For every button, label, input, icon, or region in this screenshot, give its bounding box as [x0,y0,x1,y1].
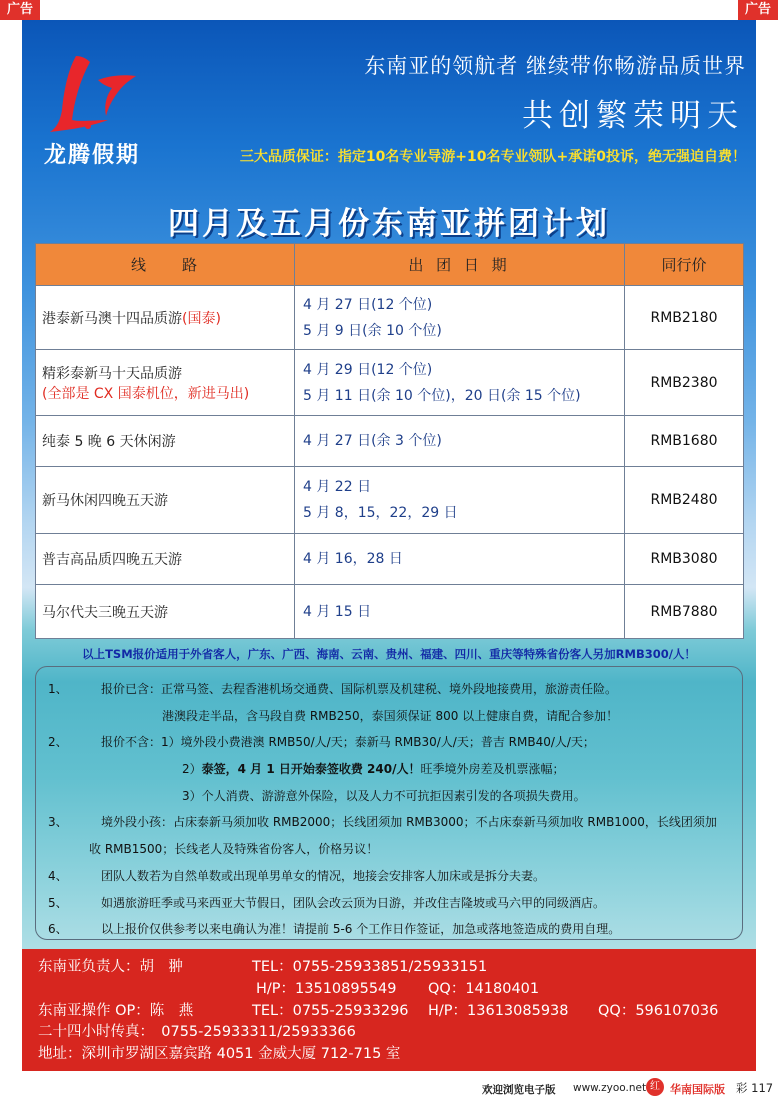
term-text: 港澳段走半品，含马段自费 RMB250，泰国须保证 800 以上健康自费，请配合参加！ [162,708,619,723]
date-line: 4 月 27 日(余 3 个位) [303,433,442,449]
route-name: 普吉高品质四晚五天游 [42,552,182,568]
date-line: 5 月 9 日(余 10 个位) [303,322,442,339]
dates-cell [295,416,625,467]
date-line: 4 月 27 日(12 个位) [303,296,433,313]
table-row [36,286,744,350]
term-text: 报价已含：正常马签、去程香港机场交通费、国际机票及机建税、境外段地接费用，旅游责任险。 [101,682,618,696]
term-prefix: 2） [182,762,202,777]
term-item [46,729,734,756]
dates-cell [295,585,625,639]
operator-mobile: H/P：13613085938 [428,1002,569,1019]
date-line: 4 月 15 日 [303,603,372,620]
dates-cell [295,467,625,534]
operator-phone: TEL：0755-25933296 [252,1002,409,1019]
date-line: 4 月 16，28 日 [303,551,403,567]
header-price: 同行价 [625,244,744,286]
contact-row [38,1022,756,1044]
header-dates: 出 团 日 期 [295,244,625,286]
price-cell: RMB1680 [625,416,744,467]
table-row [36,416,744,467]
manager-phone: TEL：0755-25933851/25933151 [252,959,488,975]
term-number: 6、 [48,922,68,937]
date-line: 4 月 29 日(12 个位) [303,361,433,378]
price-cell: RMB2180 [625,286,744,350]
contact-row [38,1001,756,1023]
route-table [35,243,744,639]
price-cell: RMB2480 [625,467,744,534]
contact-row [38,979,756,1001]
operator-qq: QQ：596107036 [598,1002,719,1019]
manager-mobile: H/P：13510895549 [256,980,397,997]
term-text: 境外段小孩：占床泰新马须加收 RMB2000；长线团须加 RMB3000；不占床泰新马须加收 RMB1000，长线团须加 [101,815,717,830]
page-number: 彩 117 [736,1081,774,1095]
route-cell [36,350,295,416]
term-item [46,783,734,810]
route-cell [36,585,295,639]
route-name: 纯泰 5 晚 6 天休闲游 [42,434,176,450]
term-text [182,756,565,783]
term-number: 3、 [48,815,68,830]
ad-label-left: 广告 [0,0,40,20]
brand-logo [30,46,150,166]
term-highlight: 泰签，4 月 1 日开始泰签收费 240/人！ [201,762,421,777]
price-cell: RMB3080 [625,534,744,585]
date-line: 5 月 8，15，22，29 日 [303,505,458,521]
quality-guarantee: 三大品质保证：指定10名专业导游+10名专业领队+承诺0投诉，绝无强迫自费！ [239,149,746,165]
manager-qq: QQ：14180401 [428,980,540,997]
publisher-badge-icon: 红 [646,1078,664,1096]
term-text: 团队人数若为自然单数或出现单男单女的情况，地接会安排客人加床或是拆分夫妻。 [101,868,546,883]
contact-row [38,1044,756,1066]
province-surcharge-notice: 以上TSM报价适用于外省客人，广东、广西、海南、云南、贵州、福建、四川、重庆等特殊省份客人另加RMB300/人！ [82,647,696,661]
contact-panel [22,949,756,1071]
dates-cell [295,350,625,416]
page-footer [0,1074,778,1100]
table-row [36,585,744,639]
footer-url[interactable]: www.zyoo.net [573,1082,647,1094]
term-number: 4、 [48,868,68,883]
address-line: 地址：深圳市罗湖区嘉宾路 4051 金威大厦 712-715 室 [38,1046,401,1063]
term-number: 2、 [48,735,68,750]
date-line: 5 月 11 日(余 10 个位)，20 日(余 15 个位) [303,387,581,404]
term-text: 收 RMB1500；长线老人及特殊省份客人，价格另议！ [89,842,379,857]
route-name: 港泰新马澳十四品质游 [42,310,182,327]
price-cell: RMB2380 [625,350,744,416]
route-cell [36,467,295,534]
route-cell [36,286,295,350]
table-row [36,350,744,416]
route-cell [36,416,295,467]
term-item [46,836,734,863]
travel-poster [22,20,756,1071]
table-header-row [36,244,744,286]
brand-name: 龙腾假期 [43,142,140,168]
price-cell: RMB7880 [625,585,744,639]
table-row [36,534,744,585]
term-item [46,756,734,783]
slogan-line-1: 东南亚的领航者 继续带你畅游品质世界 [364,54,746,78]
term-number: 5、 [48,895,68,910]
plan-title: 四月及五月份东南亚拼团计划 [168,206,610,242]
footer-welcome: 欢迎浏览电子版 [482,1084,556,1096]
dragon-logo-icon [46,50,142,136]
route-note: (国泰) [182,310,221,327]
term-number: 1、 [48,682,68,696]
header-route: 线 路 [36,244,295,286]
term-item [46,676,734,703]
dates-cell [295,534,625,585]
term-item [46,809,734,836]
route-cell [36,534,295,585]
footer-edition: 华南国际版 [670,1083,725,1096]
term-text: 报价不含：1）境外段小费港澳 RMB50/人/天；泰新马 RMB30/人/天；普吉 RMB40/人/天； [101,735,595,750]
terms-box [35,666,743,940]
term-item [46,863,734,890]
term-item [46,890,734,917]
contact-row [38,957,756,979]
route-note: (全部是 CX 国泰机位，新进马出) [42,385,250,402]
term-item [46,916,734,943]
ad-label-right: 广告 [738,0,778,20]
fax-line: 二十四小时传真： 0755-25933311/25933366 [38,1024,356,1041]
term-item [46,703,734,730]
route-name: 新马休闲四晚五天游 [42,493,168,509]
table-row [36,467,744,534]
slogan-line-2: 共创繁荣明天 [522,98,744,134]
term-text: 以上报价仅供参考以来电确认为准！请提前 5-6 个工作日作签证，加急或落地签造成的费用自理。 [101,922,621,937]
route-name: 马尔代夫三晚五天游 [42,604,168,621]
manager-name: 东南亚负责人：胡 翀 [38,959,183,975]
route-name: 精彩泰新马十天品质游 [42,365,182,382]
date-line: 4 月 22 日 [303,479,372,495]
dates-cell [295,286,625,350]
term-rest: 旺季境外房差及机票涨幅； [420,762,565,777]
term-text: 3）个人消费、游游意外保险，以及人力不可抗拒因素引发的各项损失费用。 [182,788,586,803]
term-text: 如遇旅游旺季或马来西亚大节假日，团队会改云顶为日游，并改住吉隆坡或马六甲的同级酒店。 [101,895,606,910]
operator-name: 东南亚操作 OP：陈 燕 [38,1002,194,1019]
